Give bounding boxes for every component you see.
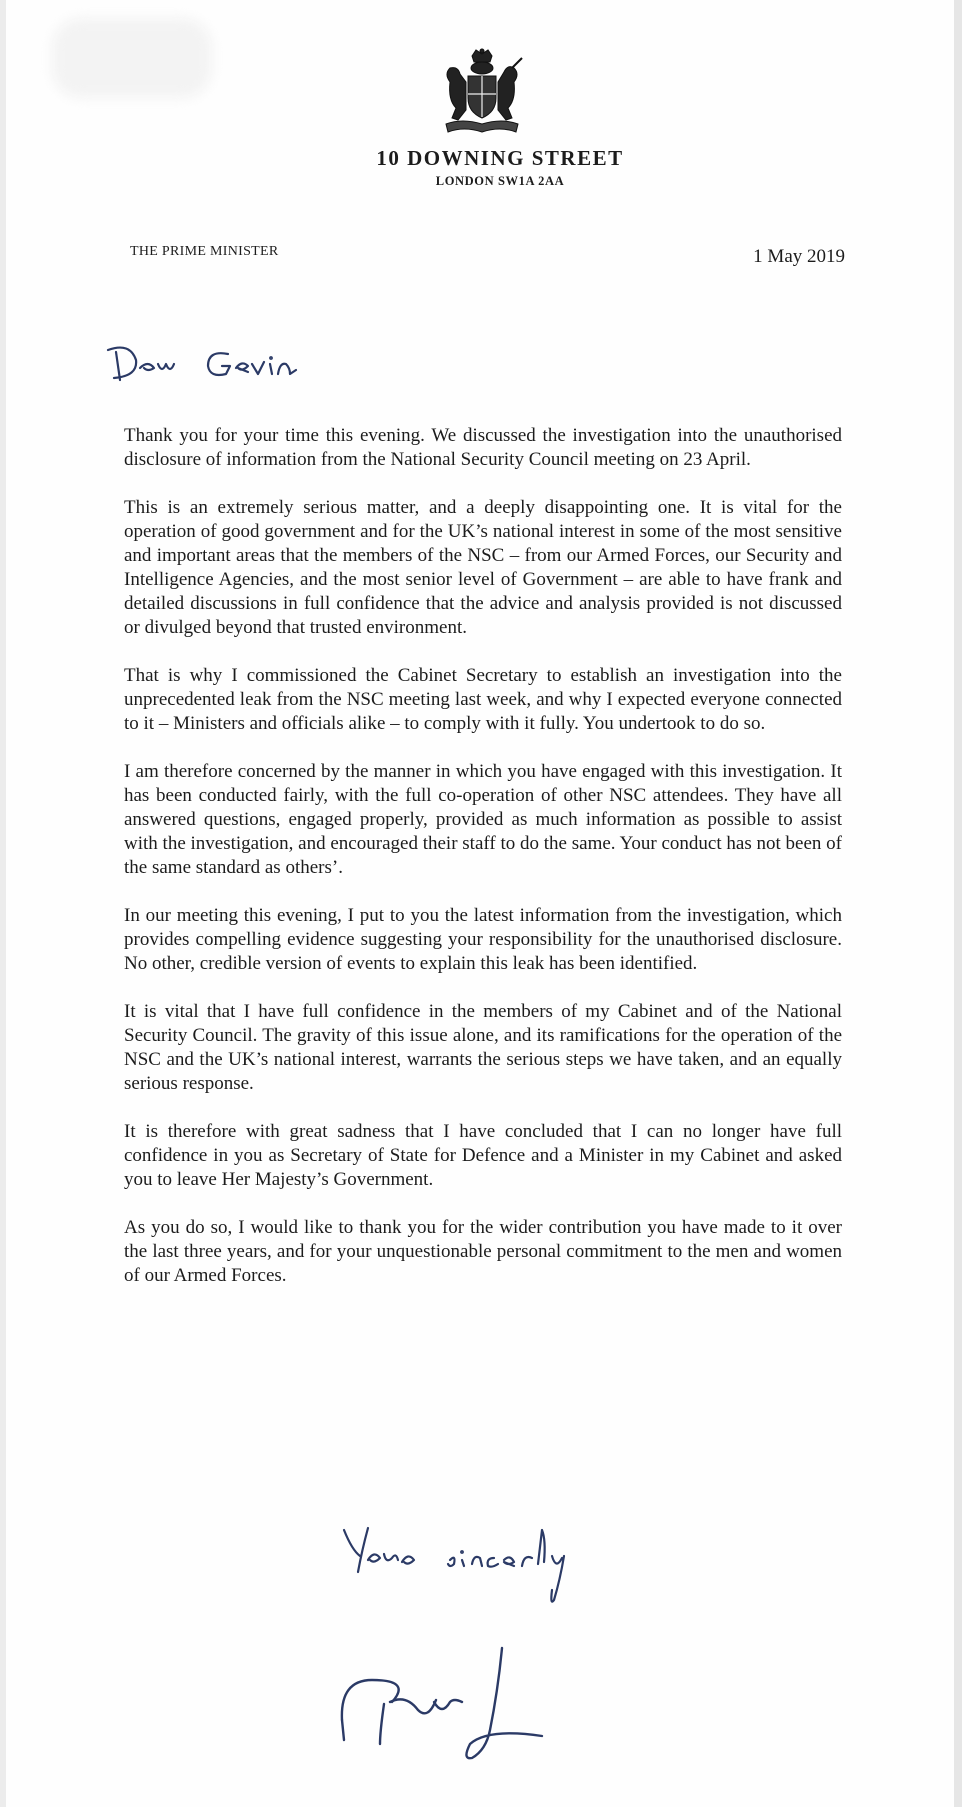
- sender-title: THE PRIME MINISTER: [130, 244, 279, 259]
- redaction-smudge: [52, 18, 212, 98]
- body-paragraph-2: This is an extremely serious matter, and a deeply disappointing one. It is vital for the operation of good government and for the UK’s national interest in some of the most sensitive and important areas that the members of the NSC – from our Armed Forces, our Security and Intelligence Agencies, and the most senior level of Government – are able to have frank and detailed discussions in full confidence that the advice and analysis provided is not discussed or divulged beyond that trusted environment.: [124, 497, 842, 638]
- letterhead-address-line2: LONDON SW1A 2AA: [435, 174, 565, 188]
- body-paragraph-4: I am therefore concerned by the manner in which you have engaged with this investigation. It has been conducted fairly, with the full co-operation of other NSC attendees. They have all answered questions, engaged properly, provided as much information as possible to assist with the investigation, and encouraged their staff to do the same. Your conduct has not been of the same standard as others’.: [124, 761, 842, 878]
- page-edge-right: [954, 0, 962, 1807]
- body-paragraph-5: In our meeting this evening, I put to you the latest information from the investigation, which provides compelling evidence suggesting your responsibility for the unauthorised disclosure. No other, credible version of events to explain this leak has been identified.: [124, 905, 842, 974]
- letterhead-address-line1: 10 DOWNING STREET: [376, 146, 624, 170]
- signature-mark: [322, 1640, 622, 1770]
- body-paragraph-8: As you do so, I would like to thank you for the wider contribution you have made to it over the last three years, and for your unquestionable personal commitment to the men and women of our Armed Forces.: [124, 1217, 842, 1286]
- handwritten-closing: [338, 1520, 628, 1610]
- royal-coat-of-arms-icon: [438, 48, 526, 138]
- body-paragraph-1: Thank you for your time this evening. We discussed the investigation into the unauthorised disclosure of information from the National Security Council meeting on 23 April.: [124, 425, 842, 470]
- body-paragraph-7: It is therefore with great sadness that I have concluded that I can no longer have full confidence in you as Secretary of State for Defence and a Minister in my Cabinet and asked you to leave Her Majesty’s Government.: [124, 1121, 842, 1190]
- page-edge-left: [0, 0, 6, 1807]
- letter-body: [124, 424, 842, 1288]
- letter-date: 1 May 2019: [753, 246, 845, 267]
- handwritten-salutation: [100, 336, 340, 392]
- body-paragraph-3: That is why I commissioned the Cabinet Secretary to establish an investigation into the unprecedented leak from the NSC meeting last week, and why I expected everyone connected to it – Ministers and officials alike – to comply with it fully. You undertook to do so.: [124, 665, 842, 734]
- body-paragraph-6: It is vital that I have full confidence in the members of my Cabinet and of the National Security Council. The gravity of this issue alone, and its ramifications for the operation of the NSC and the UK’s national interest, warrants the serious steps we have taken, and an equally serious response.: [124, 1001, 842, 1094]
